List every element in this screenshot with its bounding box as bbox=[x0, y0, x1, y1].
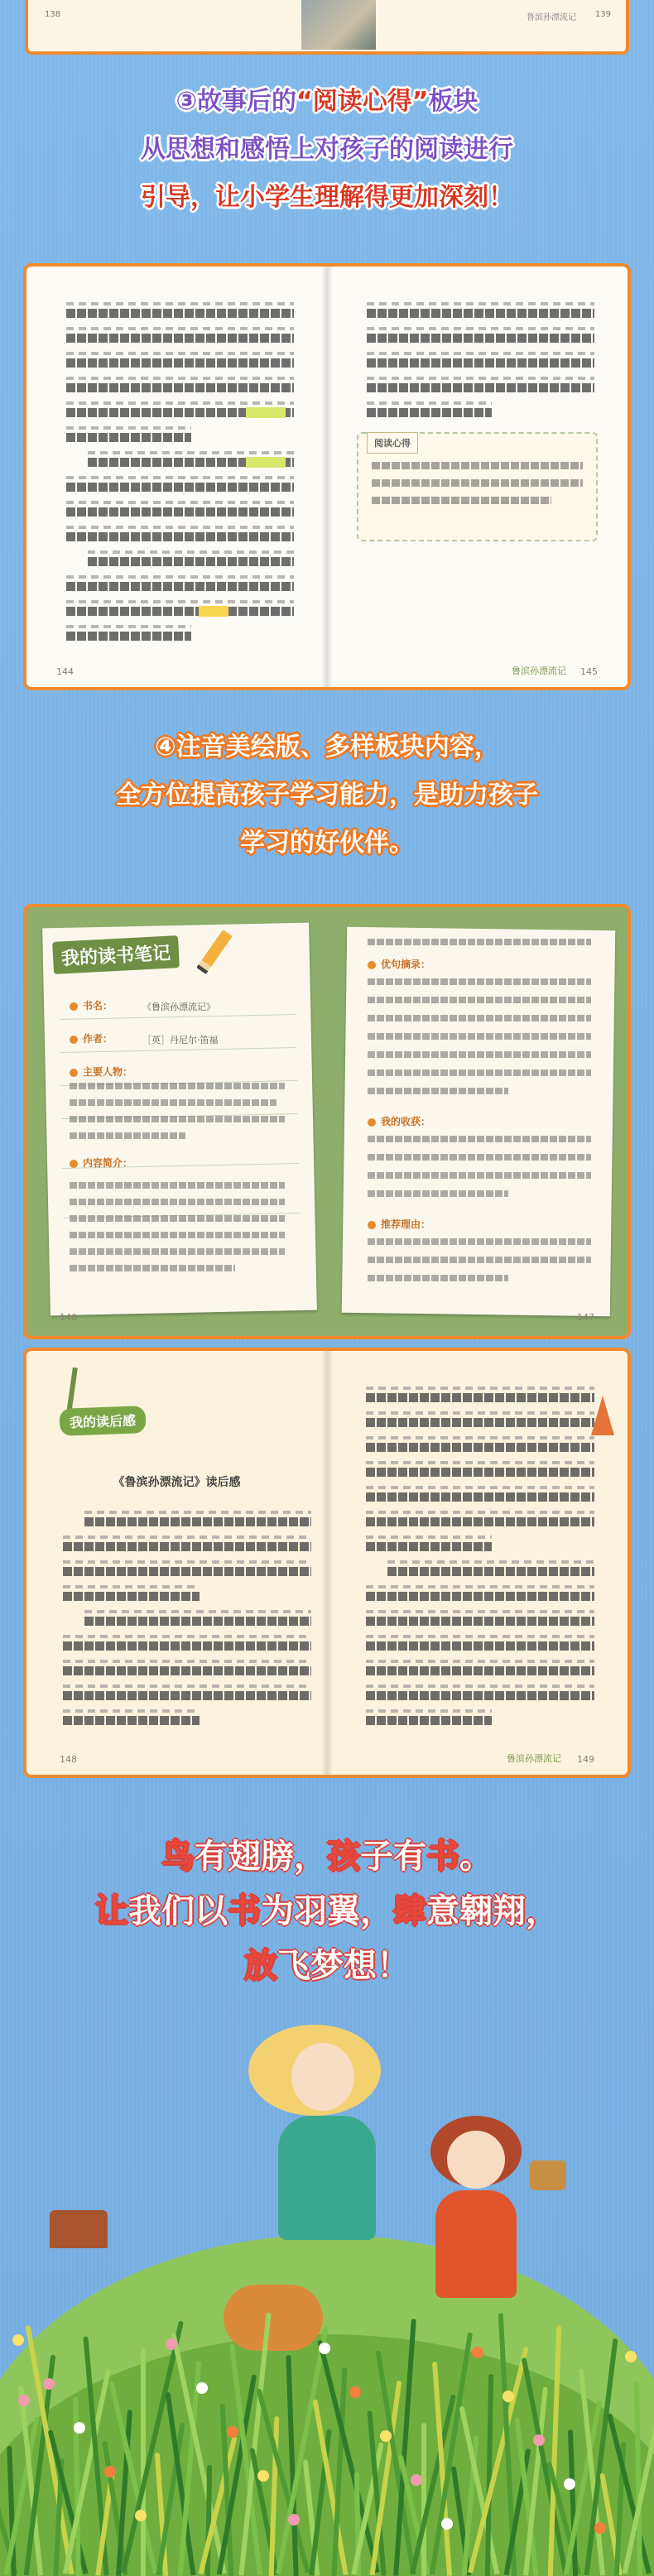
bullet-icon bbox=[70, 1069, 78, 1077]
bullet-icon bbox=[368, 1118, 376, 1127]
reading-notes-box bbox=[357, 432, 598, 541]
page-number-right: 147 bbox=[577, 1312, 594, 1323]
text-line bbox=[366, 1707, 594, 1732]
caption-text: 学习的好伙伴。 bbox=[240, 829, 414, 858]
notebook-field-label: 我的收获： bbox=[368, 1114, 430, 1128]
page-footer-title: 鲁滨孙漂流记 bbox=[507, 1753, 561, 1764]
flower-decoration bbox=[227, 2426, 238, 2438]
flower-decoration bbox=[196, 2382, 208, 2394]
notebook-field-label: 推荐理由： bbox=[368, 1217, 430, 1231]
page-number-right: 149 bbox=[577, 1754, 594, 1765]
handwritten-line bbox=[70, 1265, 235, 1271]
page-number-left: 146 bbox=[60, 1312, 77, 1323]
flower-decoration bbox=[472, 2347, 483, 2358]
handwritten-line bbox=[368, 1257, 591, 1263]
caption-text: 引导，让小学生理解得更加深刻！ bbox=[141, 183, 513, 212]
text-line bbox=[66, 548, 294, 573]
text-line bbox=[367, 300, 594, 324]
flower-decoration bbox=[12, 2334, 24, 2346]
text-line bbox=[66, 374, 294, 399]
pinyin-text-block bbox=[66, 300, 294, 647]
notebook-field-label: 书名： bbox=[70, 998, 113, 1012]
caption-text: 从思想和感悟上对孩子的阅读进行 bbox=[141, 135, 513, 164]
page-number-left: 138 bbox=[45, 10, 61, 19]
book-page-right bbox=[327, 267, 628, 687]
book-fold bbox=[321, 1351, 333, 1775]
book-spread-book-review bbox=[23, 1348, 631, 1778]
pinyin-text-block bbox=[63, 1508, 311, 1732]
meadow-illustration bbox=[0, 2020, 654, 2576]
handwritten-line bbox=[368, 1172, 591, 1179]
caption-line bbox=[0, 78, 654, 126]
caption-text: 放飞梦想！ bbox=[244, 1947, 410, 1985]
handwritten-line bbox=[70, 1132, 185, 1139]
text-line bbox=[66, 349, 294, 374]
caption-text: 板块 bbox=[428, 87, 478, 116]
handwritten-line bbox=[368, 1033, 591, 1040]
grass-blade bbox=[421, 2423, 426, 2576]
text-line bbox=[66, 424, 294, 449]
text-line bbox=[366, 1533, 594, 1558]
handwritten-line bbox=[368, 978, 591, 985]
flower-decoration bbox=[166, 2338, 177, 2350]
text-line bbox=[63, 1707, 311, 1732]
flower-decoration bbox=[257, 2470, 269, 2482]
flower-decoration bbox=[349, 2386, 361, 2398]
page-number-right: 139 bbox=[594, 10, 611, 19]
text-line bbox=[63, 1632, 311, 1657]
text-line bbox=[66, 449, 294, 473]
notebook-title: 我的读书笔记 bbox=[52, 935, 180, 974]
flower-decoration bbox=[74, 2422, 85, 2434]
text-line bbox=[366, 1558, 594, 1583]
text-line bbox=[366, 1459, 594, 1483]
flower-decoration bbox=[18, 2395, 30, 2406]
handwritten-line bbox=[368, 1088, 508, 1094]
caption-line bbox=[0, 723, 654, 771]
handwritten-line bbox=[368, 939, 591, 945]
text-line bbox=[63, 1608, 311, 1632]
handwritten-line bbox=[368, 1190, 508, 1197]
text-line bbox=[366, 1434, 594, 1459]
book-spread-top bbox=[25, 0, 629, 55]
flower-decoration bbox=[380, 2430, 392, 2442]
flower-decoration bbox=[625, 2351, 637, 2362]
flower-decoration bbox=[135, 2510, 147, 2521]
text-line bbox=[63, 1583, 311, 1608]
dog-illustration bbox=[224, 2285, 323, 2351]
caption-line bbox=[0, 174, 654, 222]
handwritten-line bbox=[70, 1215, 285, 1222]
text-line bbox=[66, 399, 294, 424]
text-line bbox=[66, 473, 294, 498]
leaf-sprig-decoration bbox=[66, 1367, 78, 1414]
handwritten-line bbox=[368, 1154, 591, 1161]
caption-text: 鸟有翅膀，孩子有书。 bbox=[161, 1838, 493, 1876]
handwritten-line bbox=[70, 1248, 285, 1255]
caption-text: ④注音美绘版、多样板块内容， bbox=[155, 733, 499, 762]
text-line bbox=[66, 523, 294, 548]
text-line bbox=[366, 1682, 594, 1707]
bullet-icon bbox=[70, 1002, 78, 1011]
caption-line bbox=[0, 771, 654, 819]
flower-decoration bbox=[503, 2391, 514, 2402]
text-line bbox=[66, 622, 294, 647]
review-subtitle: 《鲁滨孙漂流记》读后感 bbox=[113, 1476, 241, 1489]
text-line bbox=[66, 573, 294, 598]
text-line bbox=[366, 1483, 594, 1508]
review-title: 我的读后感 bbox=[59, 1406, 146, 1436]
flower-decoration bbox=[441, 2518, 453, 2530]
flower-decoration bbox=[564, 2478, 575, 2490]
page-number-left: 148 bbox=[60, 1754, 77, 1765]
page-number-right: 145 bbox=[580, 666, 598, 677]
caption-line bbox=[0, 1829, 654, 1884]
text-line bbox=[367, 324, 594, 349]
handwritten-line bbox=[70, 1116, 285, 1122]
handwritten-line bbox=[70, 1083, 285, 1089]
text-line bbox=[366, 1583, 594, 1608]
handwritten-line bbox=[368, 1069, 591, 1076]
flower-decoration bbox=[104, 2466, 116, 2477]
text-line bbox=[366, 1384, 594, 1409]
caption-text: 让我们以书为羽翼，肆意翱翔， bbox=[95, 1892, 559, 1930]
feature-caption-3 bbox=[0, 78, 654, 222]
caption-line bbox=[0, 819, 654, 867]
tree-decoration bbox=[591, 1396, 614, 1435]
handwritten-line bbox=[70, 1199, 285, 1205]
text-line bbox=[367, 399, 594, 424]
notebook-field-label: 内容简介： bbox=[70, 1156, 132, 1170]
handwritten-line bbox=[70, 1232, 285, 1238]
text-line bbox=[366, 1632, 594, 1657]
page-footer-title: 鲁滨孙漂流记 bbox=[512, 666, 566, 676]
text-line bbox=[63, 1508, 311, 1533]
handwritten-line bbox=[368, 1051, 591, 1058]
caption-text: “阅读心得” bbox=[296, 87, 429, 116]
bullet-icon bbox=[368, 1221, 376, 1229]
notebook-field-label: 主要人物： bbox=[70, 1065, 132, 1079]
text-line bbox=[66, 300, 294, 324]
flower-decoration bbox=[43, 2378, 55, 2390]
text-line bbox=[66, 324, 294, 349]
text-line bbox=[367, 349, 594, 374]
bullet-icon bbox=[70, 1036, 78, 1044]
illustration-fragment bbox=[301, 0, 376, 50]
flower-decoration bbox=[319, 2343, 330, 2354]
text-line bbox=[63, 1682, 311, 1707]
handwritten-line bbox=[70, 1182, 285, 1189]
girl-redhead bbox=[430, 2116, 522, 2323]
caption-line bbox=[0, 1884, 654, 1939]
text-line bbox=[366, 1508, 594, 1533]
text-line bbox=[66, 498, 294, 523]
page-number-left: 144 bbox=[56, 666, 74, 677]
caption-text: 全方位提高孩子学习能力，是助力孩子 bbox=[116, 781, 538, 810]
basket-decoration bbox=[530, 2160, 566, 2190]
text-line bbox=[63, 1533, 311, 1558]
handwritten-line bbox=[368, 1015, 591, 1021]
flower-decoration bbox=[533, 2434, 545, 2446]
reading-notes-label: 阅读心得 bbox=[367, 432, 418, 454]
handwritten-line bbox=[368, 997, 591, 1003]
notebook-field-label: 作者： bbox=[70, 1031, 113, 1045]
bullet-icon bbox=[70, 1160, 78, 1168]
caption-line bbox=[0, 1939, 654, 1993]
bullet-icon bbox=[368, 961, 376, 969]
book-page-left bbox=[26, 267, 327, 687]
book-spread-reading-notebook bbox=[23, 904, 631, 1339]
girl-blonde bbox=[273, 2025, 381, 2273]
pinyin-text-block bbox=[366, 1384, 594, 1732]
text-line bbox=[63, 1558, 311, 1583]
notebook-field-value: ［英］丹尼尔·笛福 bbox=[142, 1035, 219, 1045]
grass-blade bbox=[141, 2348, 146, 2576]
handwritten-line bbox=[70, 1099, 277, 1106]
book-spread-reading-notes bbox=[23, 263, 631, 690]
text-line bbox=[366, 1608, 594, 1632]
caption-line bbox=[0, 126, 654, 174]
notebook-field-value: 《鲁滨孙漂流记》 bbox=[142, 1002, 215, 1012]
flower-decoration bbox=[411, 2474, 422, 2486]
flower-decoration bbox=[594, 2522, 606, 2534]
handwritten-line bbox=[368, 1136, 591, 1142]
pinyin-text-block bbox=[367, 300, 594, 424]
text-line bbox=[66, 598, 294, 622]
text-line bbox=[63, 1657, 311, 1682]
notebook-field-label: 优句摘录： bbox=[368, 957, 430, 971]
text-line bbox=[367, 374, 594, 399]
handwritten-line bbox=[368, 1275, 508, 1281]
caption-text: ③故事后的 bbox=[176, 87, 296, 116]
closing-slogan bbox=[0, 1829, 654, 1993]
hut-decoration bbox=[50, 2210, 108, 2248]
handwritten-line bbox=[368, 1238, 591, 1245]
feature-caption-4 bbox=[0, 723, 654, 867]
text-line bbox=[366, 1409, 594, 1434]
text-line bbox=[366, 1657, 594, 1682]
page-footer-title: 鲁滨孙漂流记 bbox=[527, 13, 576, 22]
flower-decoration bbox=[288, 2514, 300, 2526]
